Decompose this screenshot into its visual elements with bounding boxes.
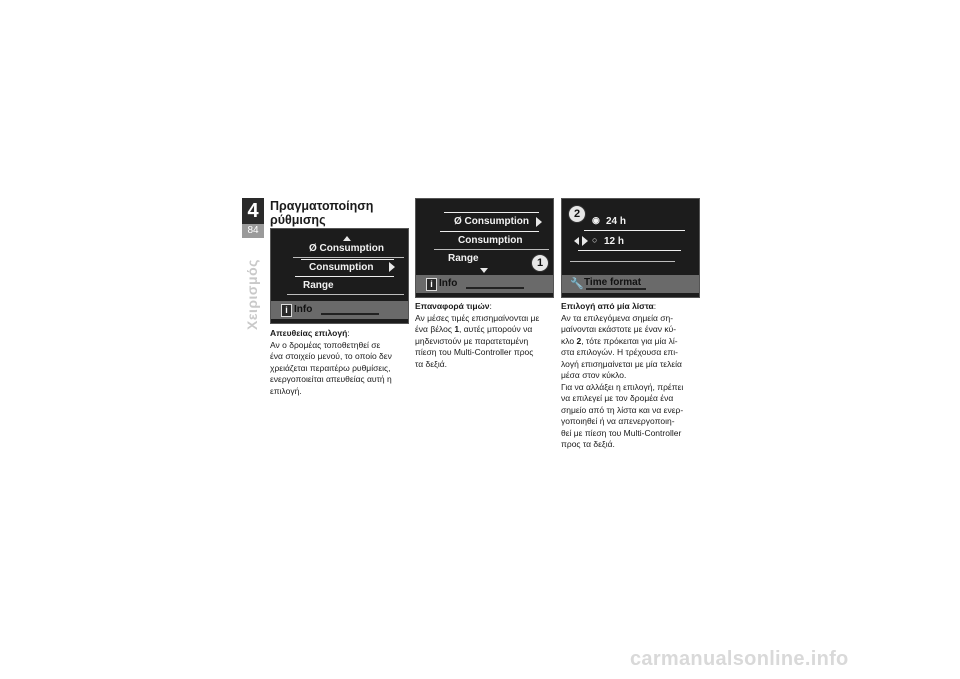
col3-line <box>561 336 703 348</box>
col1-line: Αν ο δρομέας τοποθετηθεί σε <box>270 339 381 350</box>
col3-line3-c: , τότε πρόκειται για μία λί- <box>581 335 678 346</box>
col3-line: Για να αλλάξει η επιλογή, πρέπει <box>561 381 684 392</box>
col2-title: Επαναφορά τιμών <box>415 301 490 311</box>
separator-line <box>570 261 675 262</box>
section-heading <box>270 199 410 227</box>
text-list-selection <box>561 301 703 451</box>
menu-row-consumption: Consumption <box>458 235 523 246</box>
col3-line: να επιλεγεί με τον δρομέα ένα <box>561 393 674 403</box>
title-bar <box>562 275 699 293</box>
heading-line-1: Πραγματοποίηση <box>270 199 374 213</box>
col2-callout-ref: 1 <box>454 324 460 334</box>
paragraph-title <box>415 301 555 313</box>
page-number: 84 <box>242 224 264 238</box>
paragraph-title <box>270 328 410 340</box>
col2-line <box>415 324 555 336</box>
col2-line: Αν μέσες τιμές επισημαίνονται με <box>415 312 540 323</box>
col1-line: ένα στοιχείο μενού, το οποίο δεν <box>270 351 392 361</box>
heading-line-2: ρύθμισης <box>270 213 326 227</box>
col2-line2-a: ένα βέλος <box>415 324 455 334</box>
dash-separator <box>586 288 646 290</box>
separator-line <box>293 257 404 258</box>
radio-selected-icon: ◉ <box>592 215 600 225</box>
cursor-highlight-top <box>444 212 539 213</box>
col2-line: μηδενιστούν με παρατεταμένη <box>415 335 529 346</box>
col1-line: ενεργοποιείται απευθείας αυτή η <box>270 374 392 384</box>
callout-marker-2: 2 <box>568 205 586 223</box>
text-reset-values <box>415 301 555 370</box>
time-format-label: Time format <box>584 277 642 288</box>
menu-row-avg-consumption: Ø Consumption <box>309 243 384 254</box>
col3-callout-ref: 2 <box>576 335 582 346</box>
paragraph-title <box>561 301 703 313</box>
col1-title-colon: : <box>347 328 350 338</box>
col2-line: τα δεξιά. <box>415 358 448 369</box>
option-24h: 24 h <box>606 216 627 227</box>
dash-separator <box>321 313 379 315</box>
col3-line: μαίνονται εκάστοτε με έναν κύ- <box>561 324 677 334</box>
chapter-number: 4 <box>242 198 264 224</box>
wrench-icon: 🔧 <box>570 278 584 290</box>
col3-line: γοποιηθεί ή να απενεργοποιη- <box>561 416 675 426</box>
radio-unselected-icon: ○ <box>592 235 598 245</box>
col2-line2-c: , αυτές μπορούν να <box>459 324 533 334</box>
col1-line: επιλογή. <box>270 385 302 396</box>
col3-line: Αν τα επιλεγόμενα σημεία ση- <box>561 312 674 323</box>
col2-line: πίεση του Multi-Controller προς <box>415 347 534 357</box>
info-bar <box>271 301 408 319</box>
separator-line <box>287 294 404 295</box>
cursor-right-arrow-icon <box>389 262 395 272</box>
menu-row-range: Range <box>448 253 479 264</box>
scroll-up-arrow-icon <box>343 236 351 241</box>
scroll-down-arrow-icon <box>480 268 488 273</box>
info-icon: i <box>426 278 437 291</box>
cursor-highlight-bottom <box>578 250 681 251</box>
display-screen-list-selection <box>561 198 700 298</box>
col3-title-colon: : <box>653 301 657 311</box>
cursor-highlight-bottom <box>440 231 539 232</box>
display-screen-reset-values <box>415 198 554 298</box>
chapter-side-title: Χειρισμός <box>244 259 260 330</box>
cursor-highlight-top <box>584 230 685 231</box>
col3-line: προς τα δεξιά. <box>561 439 615 449</box>
separator-line <box>434 249 549 250</box>
cursor-highlight-top <box>301 259 394 260</box>
col3-line: μέσα στον κύκλο. <box>561 370 627 380</box>
display-screen-direct-selection <box>270 228 409 324</box>
col3-title: Επιλογή από μία λίστα <box>561 301 654 311</box>
option-12h: 12 h <box>604 236 625 247</box>
cursor-highlight-bottom <box>295 276 394 277</box>
cursor-right-arrow-icon <box>582 236 588 246</box>
menu-row-consumption: Consumption <box>309 262 374 273</box>
info-label: Info <box>294 304 313 315</box>
menu-row-avg-consumption: Ø Consumption <box>454 216 529 227</box>
cursor-left-arrow-icon <box>574 237 579 245</box>
text-direct-selection <box>270 328 410 397</box>
col3-line: στα επιλογών. Η τρέχουσα επι- <box>561 347 678 357</box>
info-label: Info <box>439 278 458 289</box>
watermark: carmanualsonline.info <box>630 648 849 670</box>
callout-marker-1: 1 <box>531 254 549 272</box>
col3-line3-a: κλο <box>561 335 577 346</box>
col1-title: Απευθείας επιλογή <box>270 328 348 338</box>
col2-title-colon: : <box>489 301 492 311</box>
col3-line: θεί με πίεση του Multi-Controller <box>561 427 682 438</box>
col3-line: σημείο από τη λίστα και να ενερ- <box>561 404 684 415</box>
col3-line: λογή επισημαίνεται με μία τελεία <box>561 358 682 369</box>
col1-line: χρειάζεται περαιτέρω ρυθμίσεις, <box>270 362 391 373</box>
info-icon: i <box>281 304 292 317</box>
menu-row-range: Range <box>303 280 334 291</box>
dash-separator <box>466 287 524 289</box>
info-bar <box>416 275 553 293</box>
cursor-right-arrow-icon <box>536 217 542 227</box>
